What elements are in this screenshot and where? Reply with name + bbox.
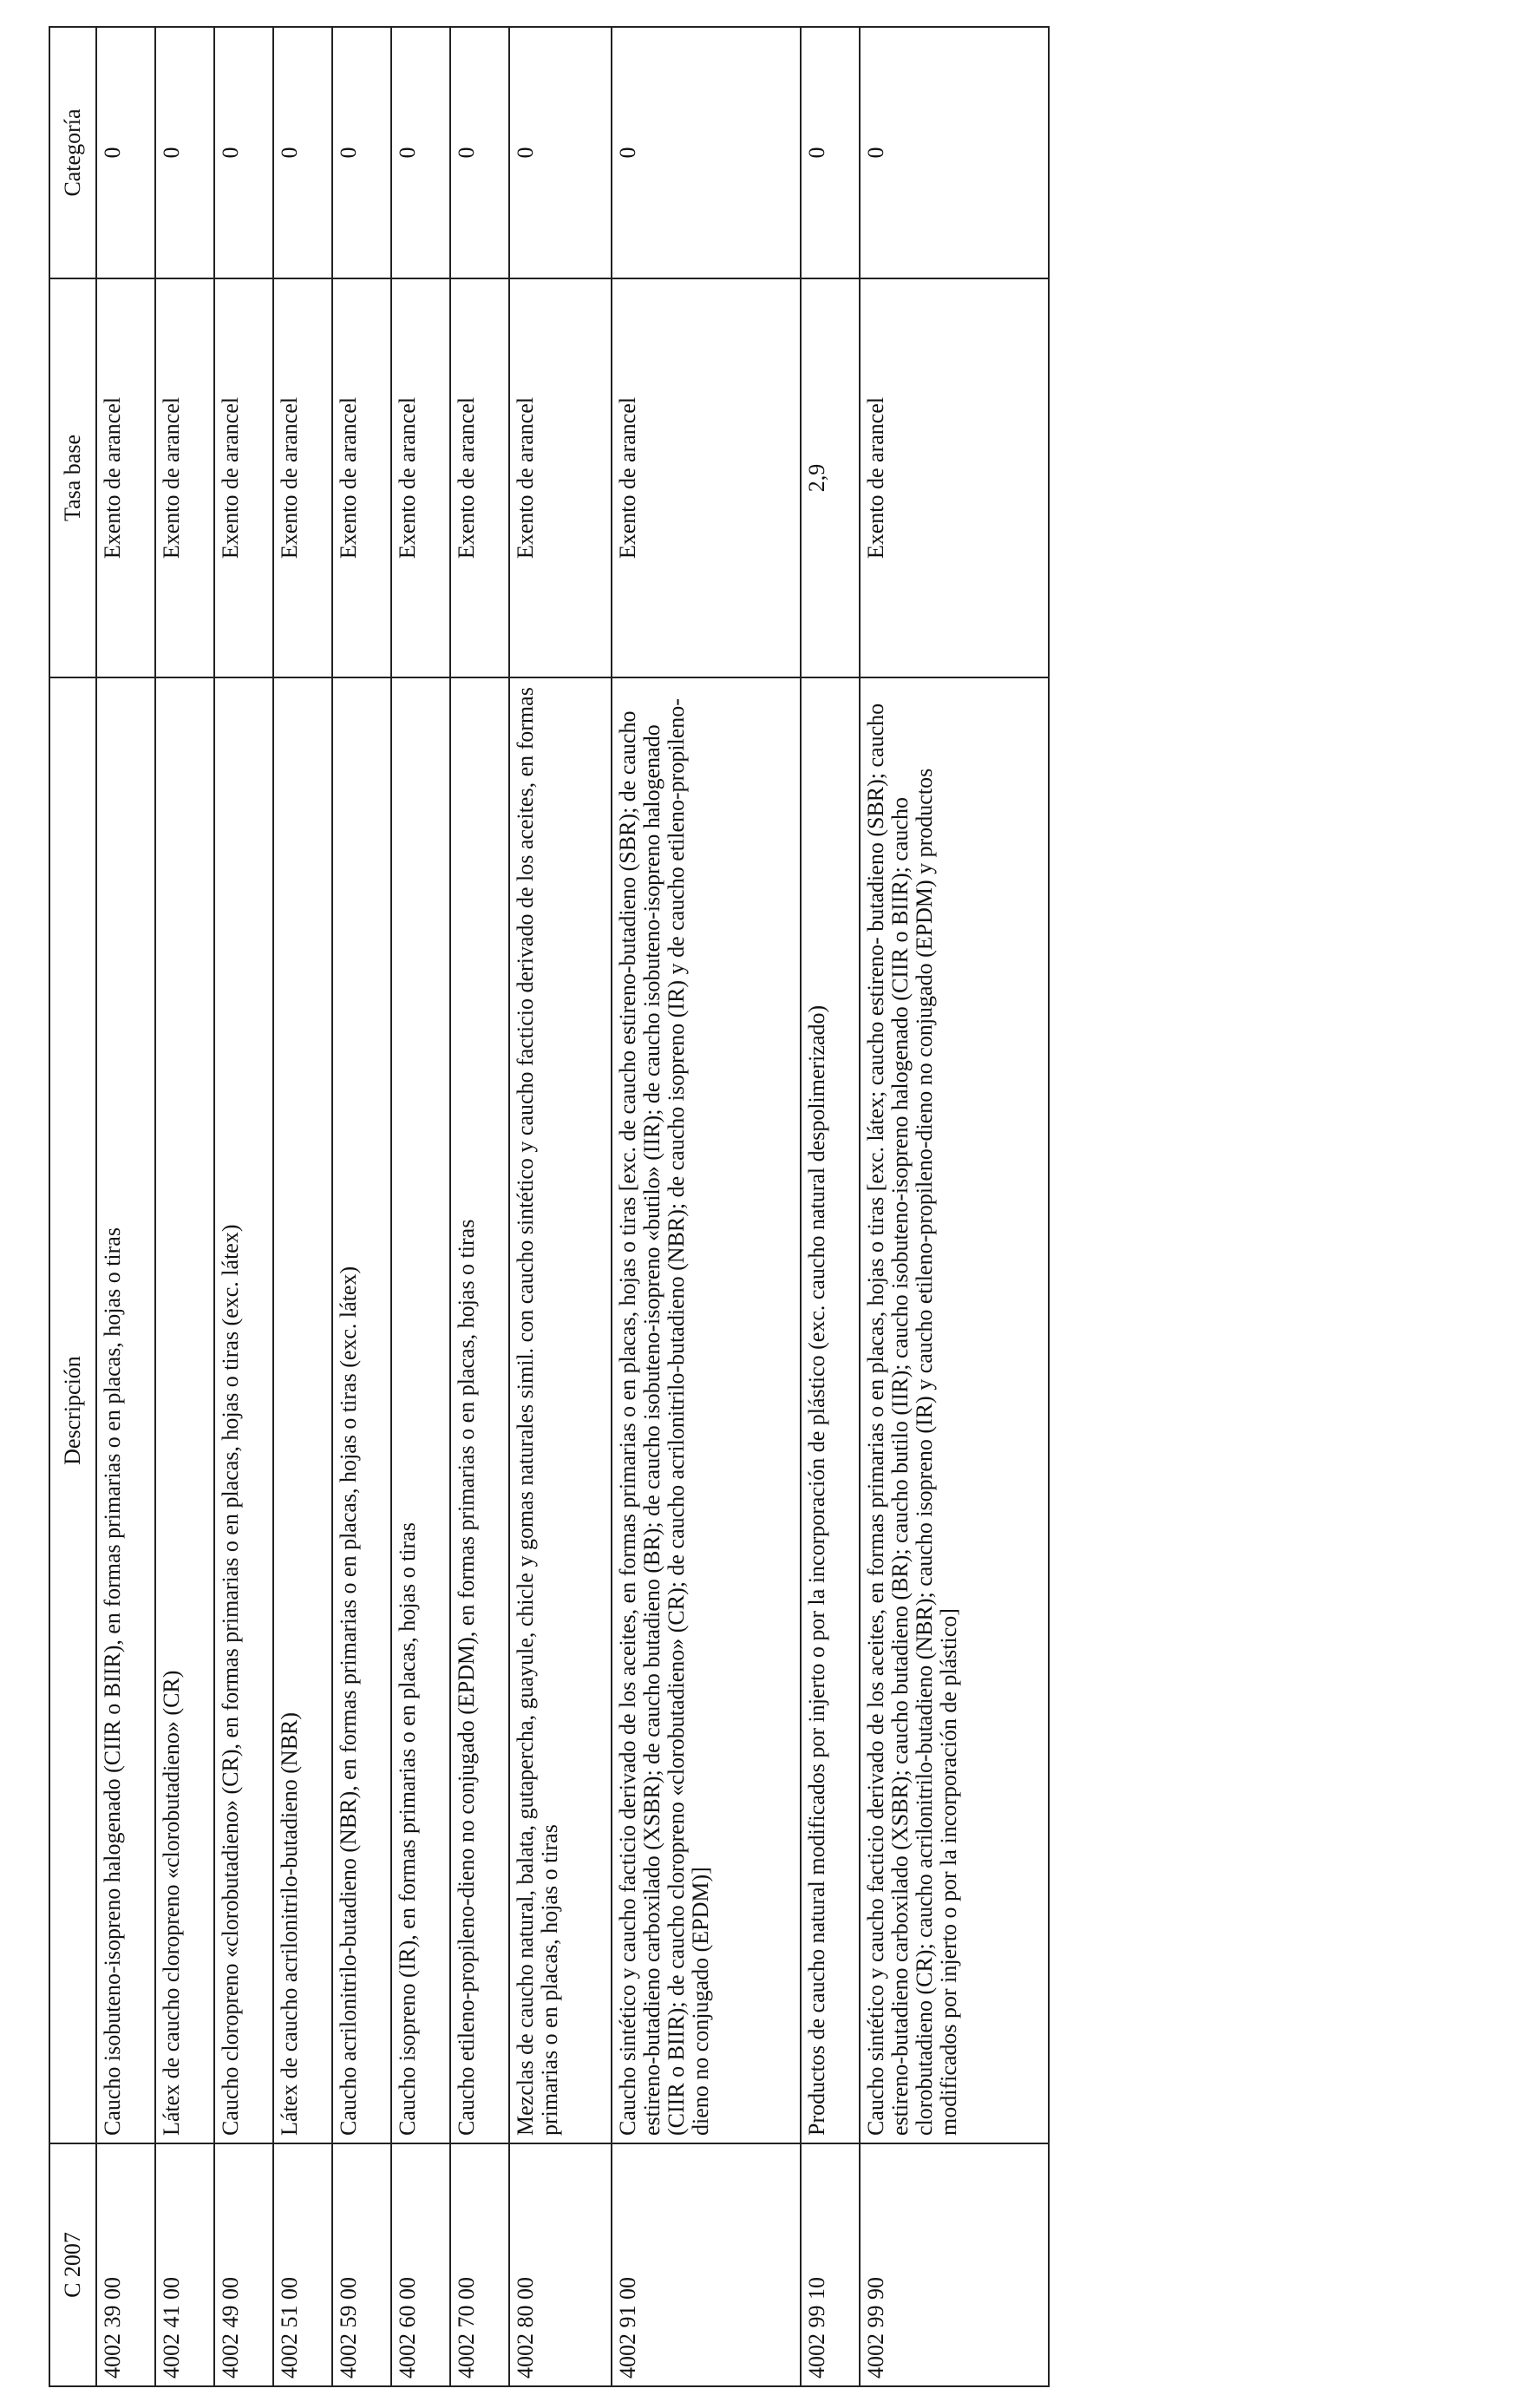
cell-description: Látex de caucho acrilonitrilo-butadieno (NBR)	[273, 677, 332, 2143]
table-row	[801, 27, 860, 2386]
cell-description: Caucho sintético y caucho facticio derivado de los aceites, en formas primarias o en placas, hojas o tiras [exc. de caucho estireno-butadieno (SBR); de caucho estireno-butadieno carboxilado (XSBR); de caucho butadieno (BR); de caucho isobuteno-isopreno «butilo» (IIR); de caucho isobuteno-isopreno halogenado (CIIR o BIIR); de caucho cloropreno «clorobutadieno» (CR); de caucho acrilonitrilo-butadieno (NBR); de caucho isopreno (IR) y de caucho etileno-propileno-dieno no conjugado (EPDM)]	[612, 677, 801, 2143]
cell-base-rate: Exento de arancel	[391, 278, 450, 677]
table-row	[391, 27, 450, 2386]
cell-base-rate: Exento de arancel	[332, 278, 391, 677]
cell-base-rate: Exento de arancel	[96, 278, 155, 677]
cell-code: 4002 49 00	[214, 2143, 273, 2386]
cell-description: Caucho isopreno (IR), en formas primarias o en placas, hojas o tiras	[391, 677, 450, 2143]
cell-base-rate: Exento de arancel	[509, 278, 612, 677]
table-row	[332, 27, 391, 2386]
cell-base-rate: Exento de arancel	[612, 278, 801, 677]
table-row	[273, 27, 332, 2386]
cell-description: Caucho etileno-propileno-dieno no conjugado (EPDM), en formas primarias o en placas, hojas o tiras	[450, 677, 509, 2143]
cell-base-rate: Exento de arancel	[214, 278, 273, 677]
cell-code: 4002 60 00	[391, 2143, 450, 2386]
cell-category: 0	[391, 27, 450, 278]
table-row	[612, 27, 801, 2386]
cell-category: 0	[332, 27, 391, 278]
table-row	[860, 27, 1049, 2386]
cell-description: Productos de caucho natural modificados por injerto o por la incorporación de plástico (exc. caucho natural despolimerizado)	[801, 677, 860, 2143]
header-row	[49, 27, 96, 2386]
table-row	[96, 27, 155, 2386]
cell-base-rate: 2,9	[801, 278, 860, 677]
cell-description: Caucho sintético y caucho facticio derivado de los aceites, en formas primarias o en placas, hojas o tiras [exc. látex; caucho estireno- butadieno (SBR); caucho estireno-butadieno carboxilado (XSBR); caucho butadieno (BR); caucho butilo (IIR); caucho isobuteno-isopreno halogenado (CIIR o BIIR); caucho clorobutadieno (CR); caucho acrilonitrilo-butadieno (NBR); caucho isopreno (IR) y caucho etileno-propileno-dieno no conjugado (EPDM) y productos modificados por injerto o por la incorporación de plástico]	[860, 677, 1049, 2143]
cell-category: 0	[860, 27, 1049, 278]
table-row	[450, 27, 509, 2386]
cell-category: 0	[509, 27, 612, 278]
cell-code: 4002 59 00	[332, 2143, 391, 2386]
cell-code: 4002 80 00	[509, 2143, 612, 2386]
header-category: Categoría	[49, 27, 96, 278]
cell-base-rate: Exento de arancel	[450, 278, 509, 677]
cell-code: 4002 51 00	[273, 2143, 332, 2386]
cell-code: 4002 41 00	[155, 2143, 214, 2386]
cell-description: Mezclas de caucho natural, balata, gutapercha, guayule, chicle y gomas naturales simil. con caucho sintético y caucho facticio derivado de los aceites, en formas primarias o en placas, hojas o tiras	[509, 677, 612, 2143]
cell-code: 4002 39 00	[96, 2143, 155, 2386]
table-row	[155, 27, 214, 2386]
table-row	[509, 27, 612, 2386]
cell-category: 0	[155, 27, 214, 278]
header-description: Descripción	[49, 677, 96, 2143]
cell-code: 4002 99 10	[801, 2143, 860, 2386]
header-base-rate: Tasa base	[49, 278, 96, 677]
tariff-table	[49, 26, 1050, 2387]
cell-code: 4002 99 90	[860, 2143, 1049, 2386]
cell-code: 4002 70 00	[450, 2143, 509, 2386]
rotated-page	[49, 28, 1050, 2387]
cell-category: 0	[273, 27, 332, 278]
cell-category: 0	[801, 27, 860, 278]
cell-base-rate: Exento de arancel	[155, 278, 214, 677]
cell-code: 4002 91 00	[612, 2143, 801, 2386]
cell-description: Caucho acrilonitrilo-butadieno (NBR), en formas primarias o en placas, hojas o tiras (exc. látex)	[332, 677, 391, 2143]
cell-category: 0	[450, 27, 509, 278]
cell-category: 0	[612, 27, 801, 278]
cell-category: 0	[96, 27, 155, 278]
cell-description: Caucho isobuteno-isopreno halogenado (CIIR o BIIR), en formas primarias o en placas, hojas o tiras	[96, 677, 155, 2143]
cell-category: 0	[214, 27, 273, 278]
header-code: C 2007	[49, 2143, 96, 2386]
cell-description: Látex de caucho cloropreno «clorobutadieno» (CR)	[155, 677, 214, 2143]
table-row	[214, 27, 273, 2386]
cell-description: Caucho cloropreno «clorobutadieno» (CR), en formas primarias o en placas, hojas o tiras (exc. látex)	[214, 677, 273, 2143]
cell-base-rate: Exento de arancel	[273, 278, 332, 677]
cell-base-rate: Exento de arancel	[860, 278, 1049, 677]
